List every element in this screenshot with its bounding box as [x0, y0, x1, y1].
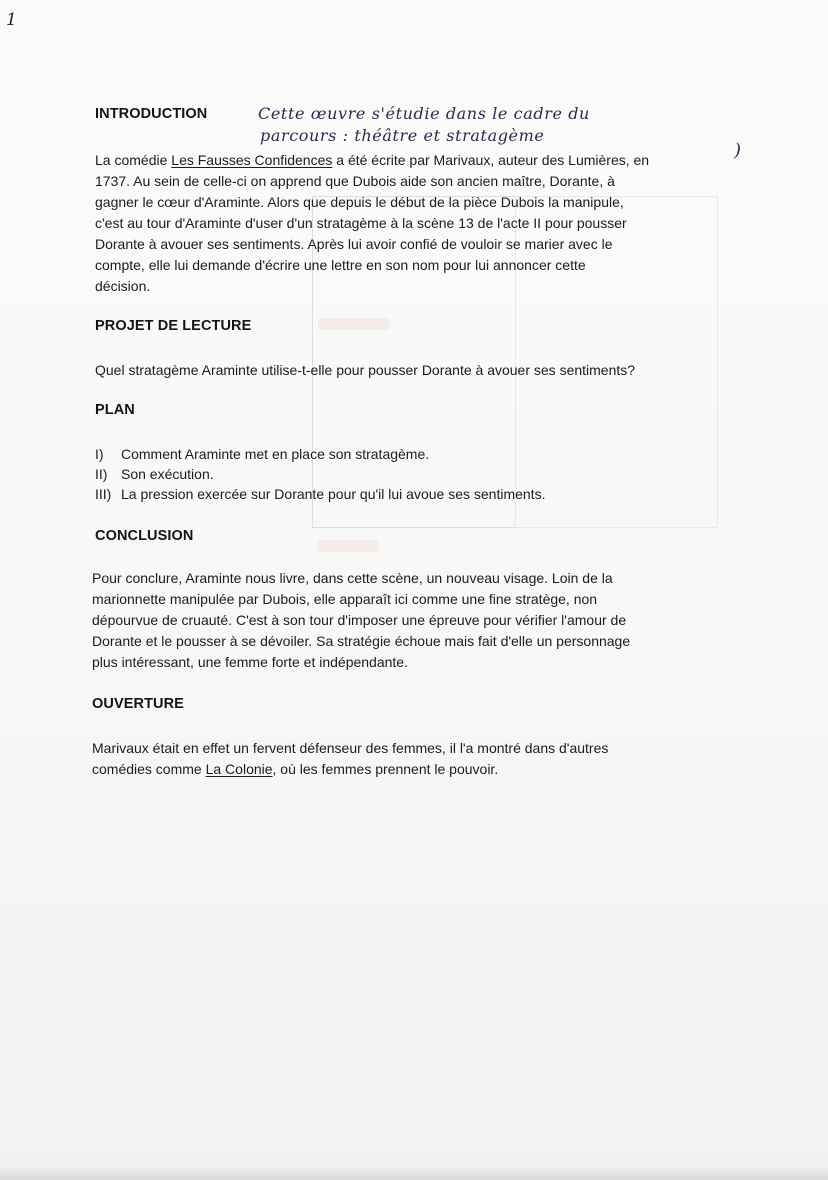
- plan-item: II) Son exécution.: [95, 466, 214, 482]
- handwritten-note-line2: parcours : théâtre et stratagème: [260, 126, 545, 145]
- conclusion-line: marionnette manipulée par Dubois, elle apparaît ici comme une fine stratège, non: [92, 591, 598, 607]
- plan-heading: PLAN: [95, 402, 135, 418]
- intro-line: gagner le cœur d'Araminte. Alors que depuis le début de la pièce Dubois la manipule,: [95, 194, 624, 210]
- handwritten-note-line1: Cette œuvre s'étudie dans le cadre du: [258, 104, 590, 123]
- page-bottom-shadow: [0, 1166, 828, 1180]
- ouverture-heading: OUVERTURE: [92, 696, 184, 712]
- page-number: 1: [6, 10, 17, 30]
- conclusion-line: plus intéressant, une femme forte et indépendante.: [92, 654, 408, 670]
- intro-line: Dorante à avouer ses sentiments. Après lui avoir confié de vouloir se marier avec le: [95, 236, 613, 252]
- intro-line: c'est au tour d'Araminte d'user d'un stratagème à la scène 13 de l'acte II pour pousser: [95, 215, 627, 231]
- bleed-through-mark: [318, 318, 390, 330]
- ouverture-line: Marivaux était en effet un fervent défenseur des femmes, il l'a montré dans d'autres: [92, 740, 609, 756]
- intro-line: compte, elle lui demande d'écrire une lettre en son nom pour lui annoncer cette: [95, 257, 586, 273]
- introduction-paragraph: [95, 150, 649, 297]
- intro-line: La comédie Les Fausses Confidences a été écrite par Marivaux, auteur des Lumières, en: [95, 152, 650, 168]
- ouverture-paragraph: [92, 738, 608, 780]
- plan-item: I) Comment Araminte met en place son stratagème.: [95, 446, 430, 462]
- plan-list: [95, 444, 545, 504]
- conclusion-line: dépourvue de cruauté. C'est à son tour d'imposer une épreuve pour vérifier l'amour de: [92, 612, 627, 628]
- conclusion-heading: CONCLUSION: [95, 528, 194, 544]
- intro-line: 1737. Au sein de celle-ci on apprend que Dubois aide son ancien maître, Dorante, à: [95, 173, 615, 189]
- reading-question: Quel stratagème Araminte utilise-t-elle pour pousser Dorante à avouer ses sentiments?: [95, 362, 636, 378]
- bleed-through-mark: [318, 540, 378, 552]
- handwritten-bracket: ): [734, 140, 742, 161]
- work-title: Les Fausses Confidences: [171, 152, 333, 168]
- conclusion-line: Dorante et le pousser à se dévoiler. Sa stratégie échoue mais fait d'elle un personnage: [92, 633, 631, 649]
- intro-line: décision.: [95, 278, 151, 294]
- introduction-heading: INTRODUCTION: [95, 106, 208, 122]
- ouverture-line: comédies comme La Colonie, où les femmes prennent le pouvoir.: [92, 761, 499, 777]
- work-title: La Colonie: [205, 761, 273, 777]
- conclusion-paragraph: [92, 568, 630, 673]
- conclusion-line: Pour conclure, Araminte nous livre, dans cette scène, un nouveau visage. Loin de la: [92, 570, 613, 586]
- projet-heading: PROJET DE LECTURE: [95, 318, 252, 334]
- plan-item: III) La pression exercée sur Dorante pour qu'il lui avoue ses sentiments.: [95, 486, 546, 502]
